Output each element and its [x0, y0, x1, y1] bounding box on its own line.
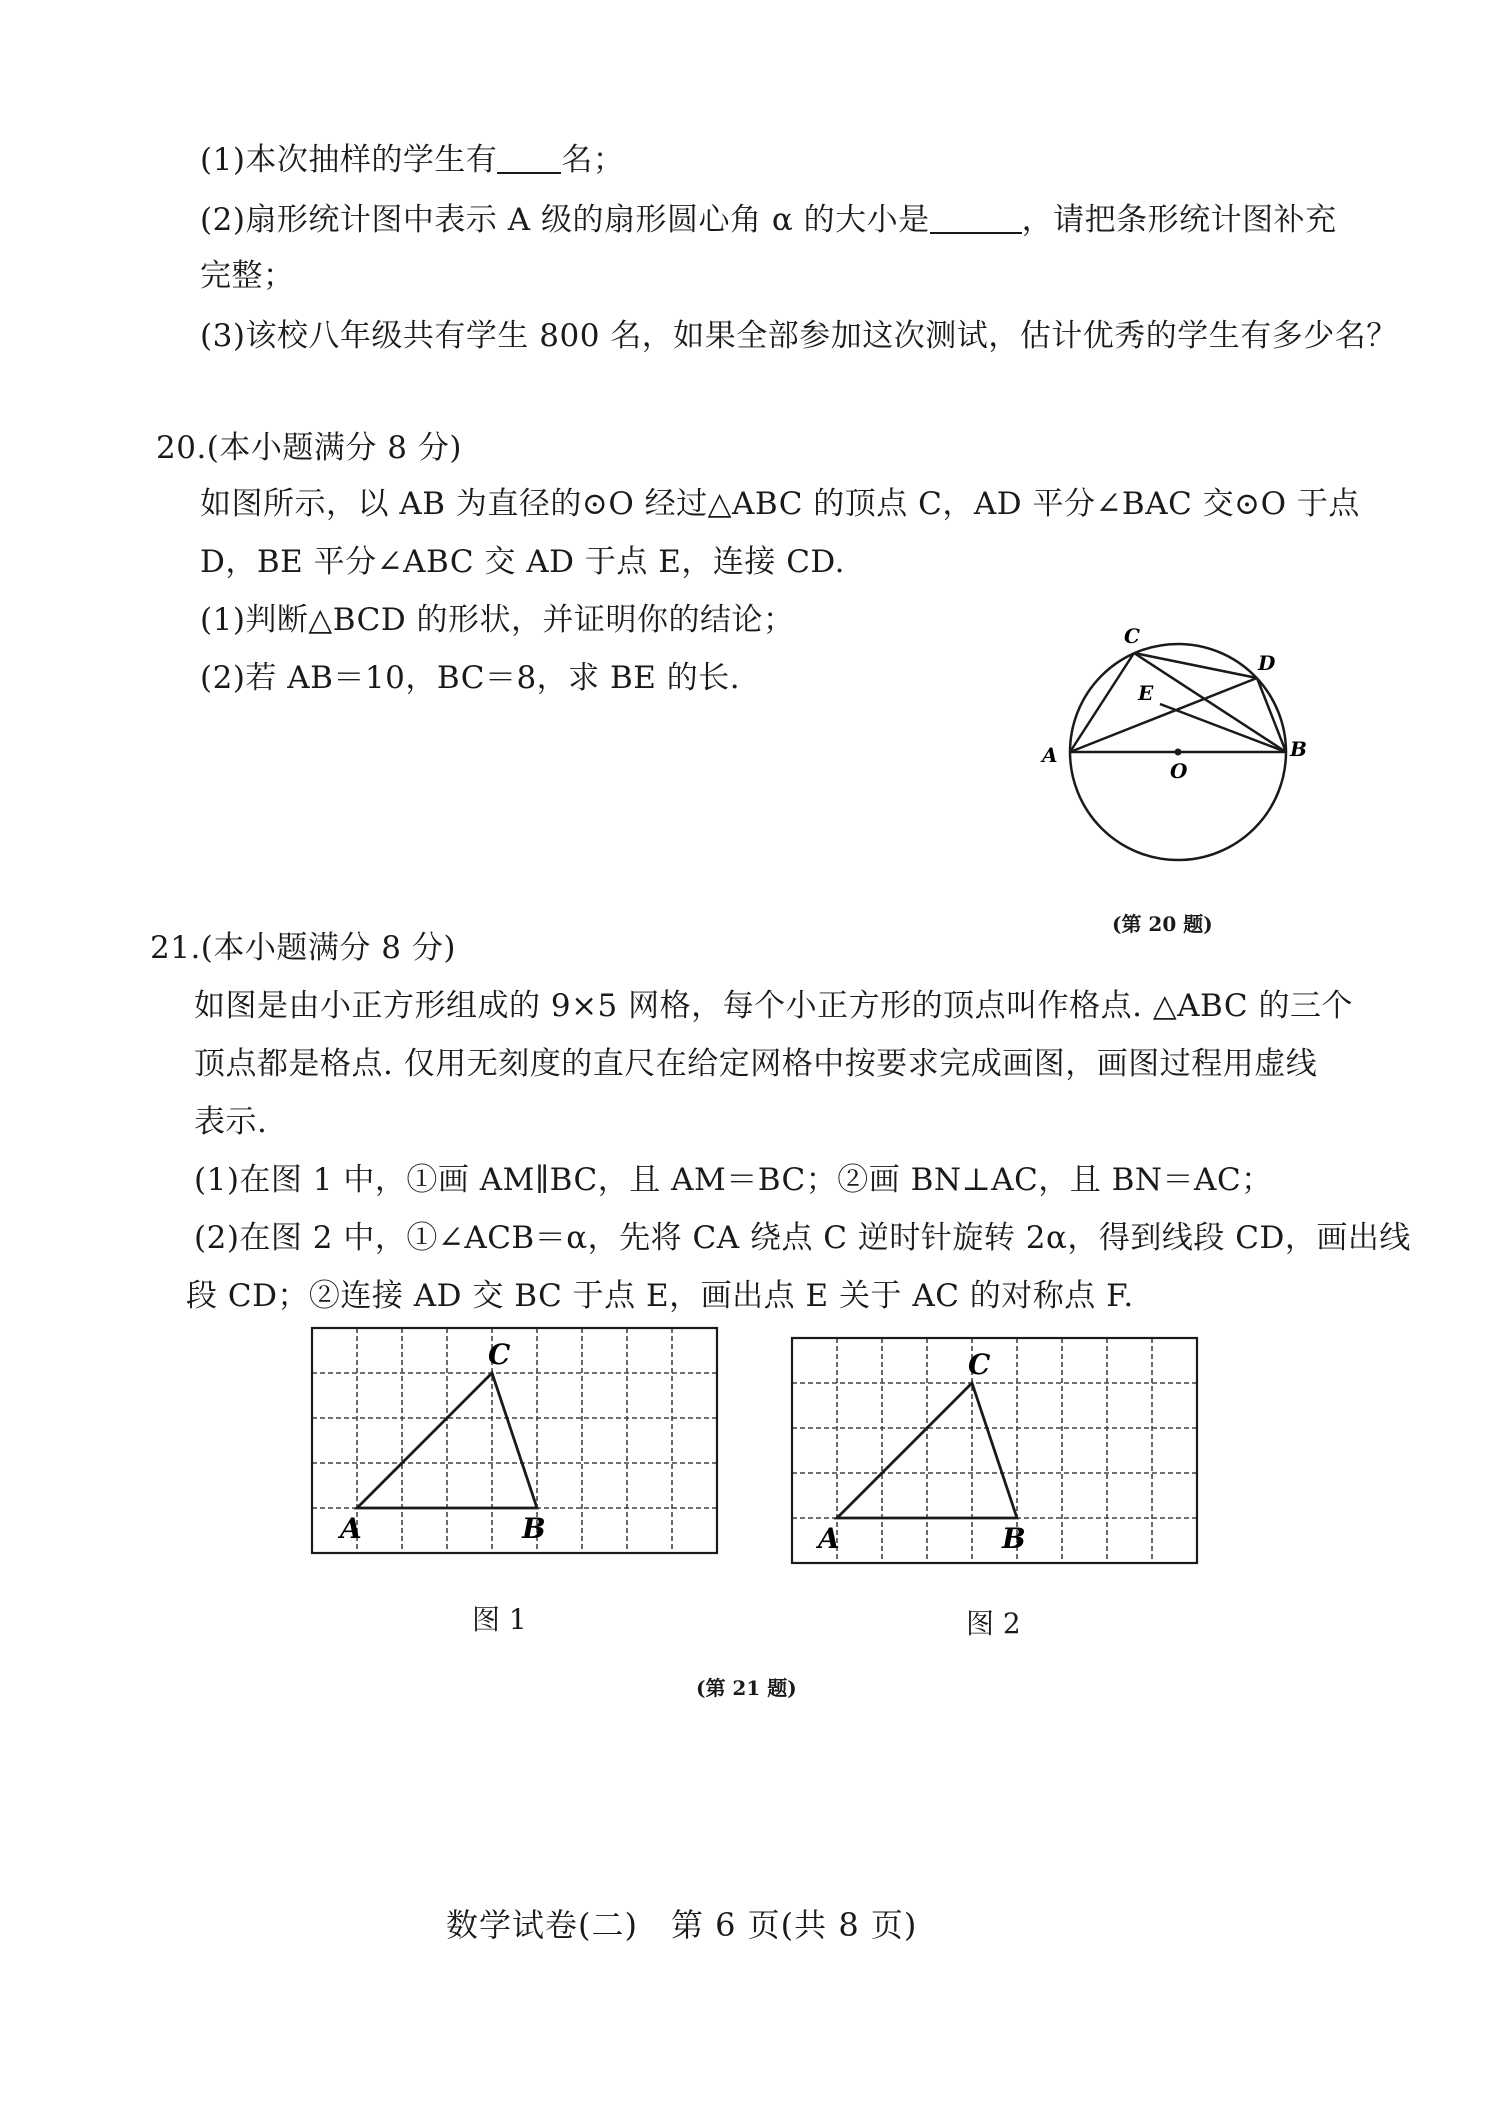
q21-part-2b: 段 CD；②连接 AD 交 BC 于点 E，画出点 E 关于 AC 的对称点 F. [186, 1278, 1134, 1314]
segment-ac [1070, 653, 1134, 752]
q21-figure-2-title: 图 2 [966, 1607, 1021, 1640]
fig2-label-a: A [818, 1522, 840, 1555]
q19-part1 [200, 140, 624, 180]
q20-circle-figure [1020, 600, 1320, 880]
q19-answer-blank-1[interactable] [497, 142, 561, 174]
q21-stem-2: 顶点都是格点. 仅用无刻度的直尺在给定网格中按要求完成画图，画图过程用虚线 [194, 1046, 1318, 1082]
label-e: E [1138, 681, 1154, 705]
q21-grid-figure-1 [300, 1320, 740, 1570]
q20-part-2: (2)若 AB＝10，BC＝8，求 BE 的长. [200, 660, 741, 696]
q20-part-1: (1)判断△BCD 的形状，并证明你的结论； [200, 602, 795, 638]
q19-part1-after: 名； [561, 142, 625, 178]
fig1-label-b: B [522, 1512, 546, 1545]
q21-grid-figure-2 [780, 1330, 1220, 1580]
label-c: C [1124, 624, 1140, 648]
q20-stem-2: D，BE 平分∠ABC 交 AD 于点 E，连接 CD. [200, 544, 846, 580]
q19-part2 [200, 200, 1337, 240]
q20-caption: (第 20 题) [1112, 912, 1213, 936]
q21-stem-3: 表示. [194, 1104, 268, 1140]
q21-part-1: (1)在图 1 中，①画 AM∥BC，且 AM＝BC；②画 BN⊥AC，且 BN＝AC； [194, 1162, 1273, 1198]
segment-db [1257, 678, 1286, 752]
fig1-label-a: A [340, 1512, 362, 1545]
fig2-label-b: B [1002, 1522, 1026, 1555]
q21-caption: (第 21 题) [696, 1676, 797, 1700]
q19-part3: (3)该校八年级共有学生 800 名，如果全部参加这次测试，估计优秀的学生有多少名？ [200, 318, 1398, 354]
label-o: O [1170, 759, 1188, 783]
q19-answer-blank-2[interactable] [930, 202, 1022, 234]
q19-part2-after: ，请把条形统计图补充 [1021, 202, 1337, 238]
q20-stem-1: 如图所示，以 AB 为直径的⊙O 经过△ABC 的顶点 C，AD 平分∠BAC 交⊙O 于点 [200, 486, 1360, 522]
label-a: A [1042, 743, 1058, 767]
q20-header: 20.(本小题满分 8 分) [156, 430, 462, 466]
q19-part1-before: (1)本次抽样的学生有 [200, 142, 498, 178]
label-b: B [1290, 737, 1307, 761]
q19-part2-cont: 完整； [200, 258, 295, 294]
label-d: D [1258, 651, 1276, 675]
fig1-label-c: C [488, 1338, 511, 1371]
q21-stem-1: 如图是由小正方形组成的 9×5 网格，每个小正方形的顶点叫作格点. △ABC 的三个 [194, 988, 1353, 1024]
q21-header: 21.(本小题满分 8 分) [150, 930, 456, 966]
center-point-o [1175, 749, 1182, 756]
page-footer: 数学试卷(二) 第 6 页(共 8 页) [446, 1906, 918, 1944]
q21-figure-1-title: 图 1 [472, 1603, 527, 1636]
q21-part-2a: (2)在图 2 中，①∠ACB＝α，先将 CA 绕点 C 逆时针旋转 2α，得到线段 CD，画出线 [194, 1220, 1411, 1256]
fig2-label-c: C [968, 1348, 991, 1381]
q19-part2-before: (2)扇形统计图中表示 A 级的扇形圆心角 α 的大小是 [200, 202, 930, 238]
